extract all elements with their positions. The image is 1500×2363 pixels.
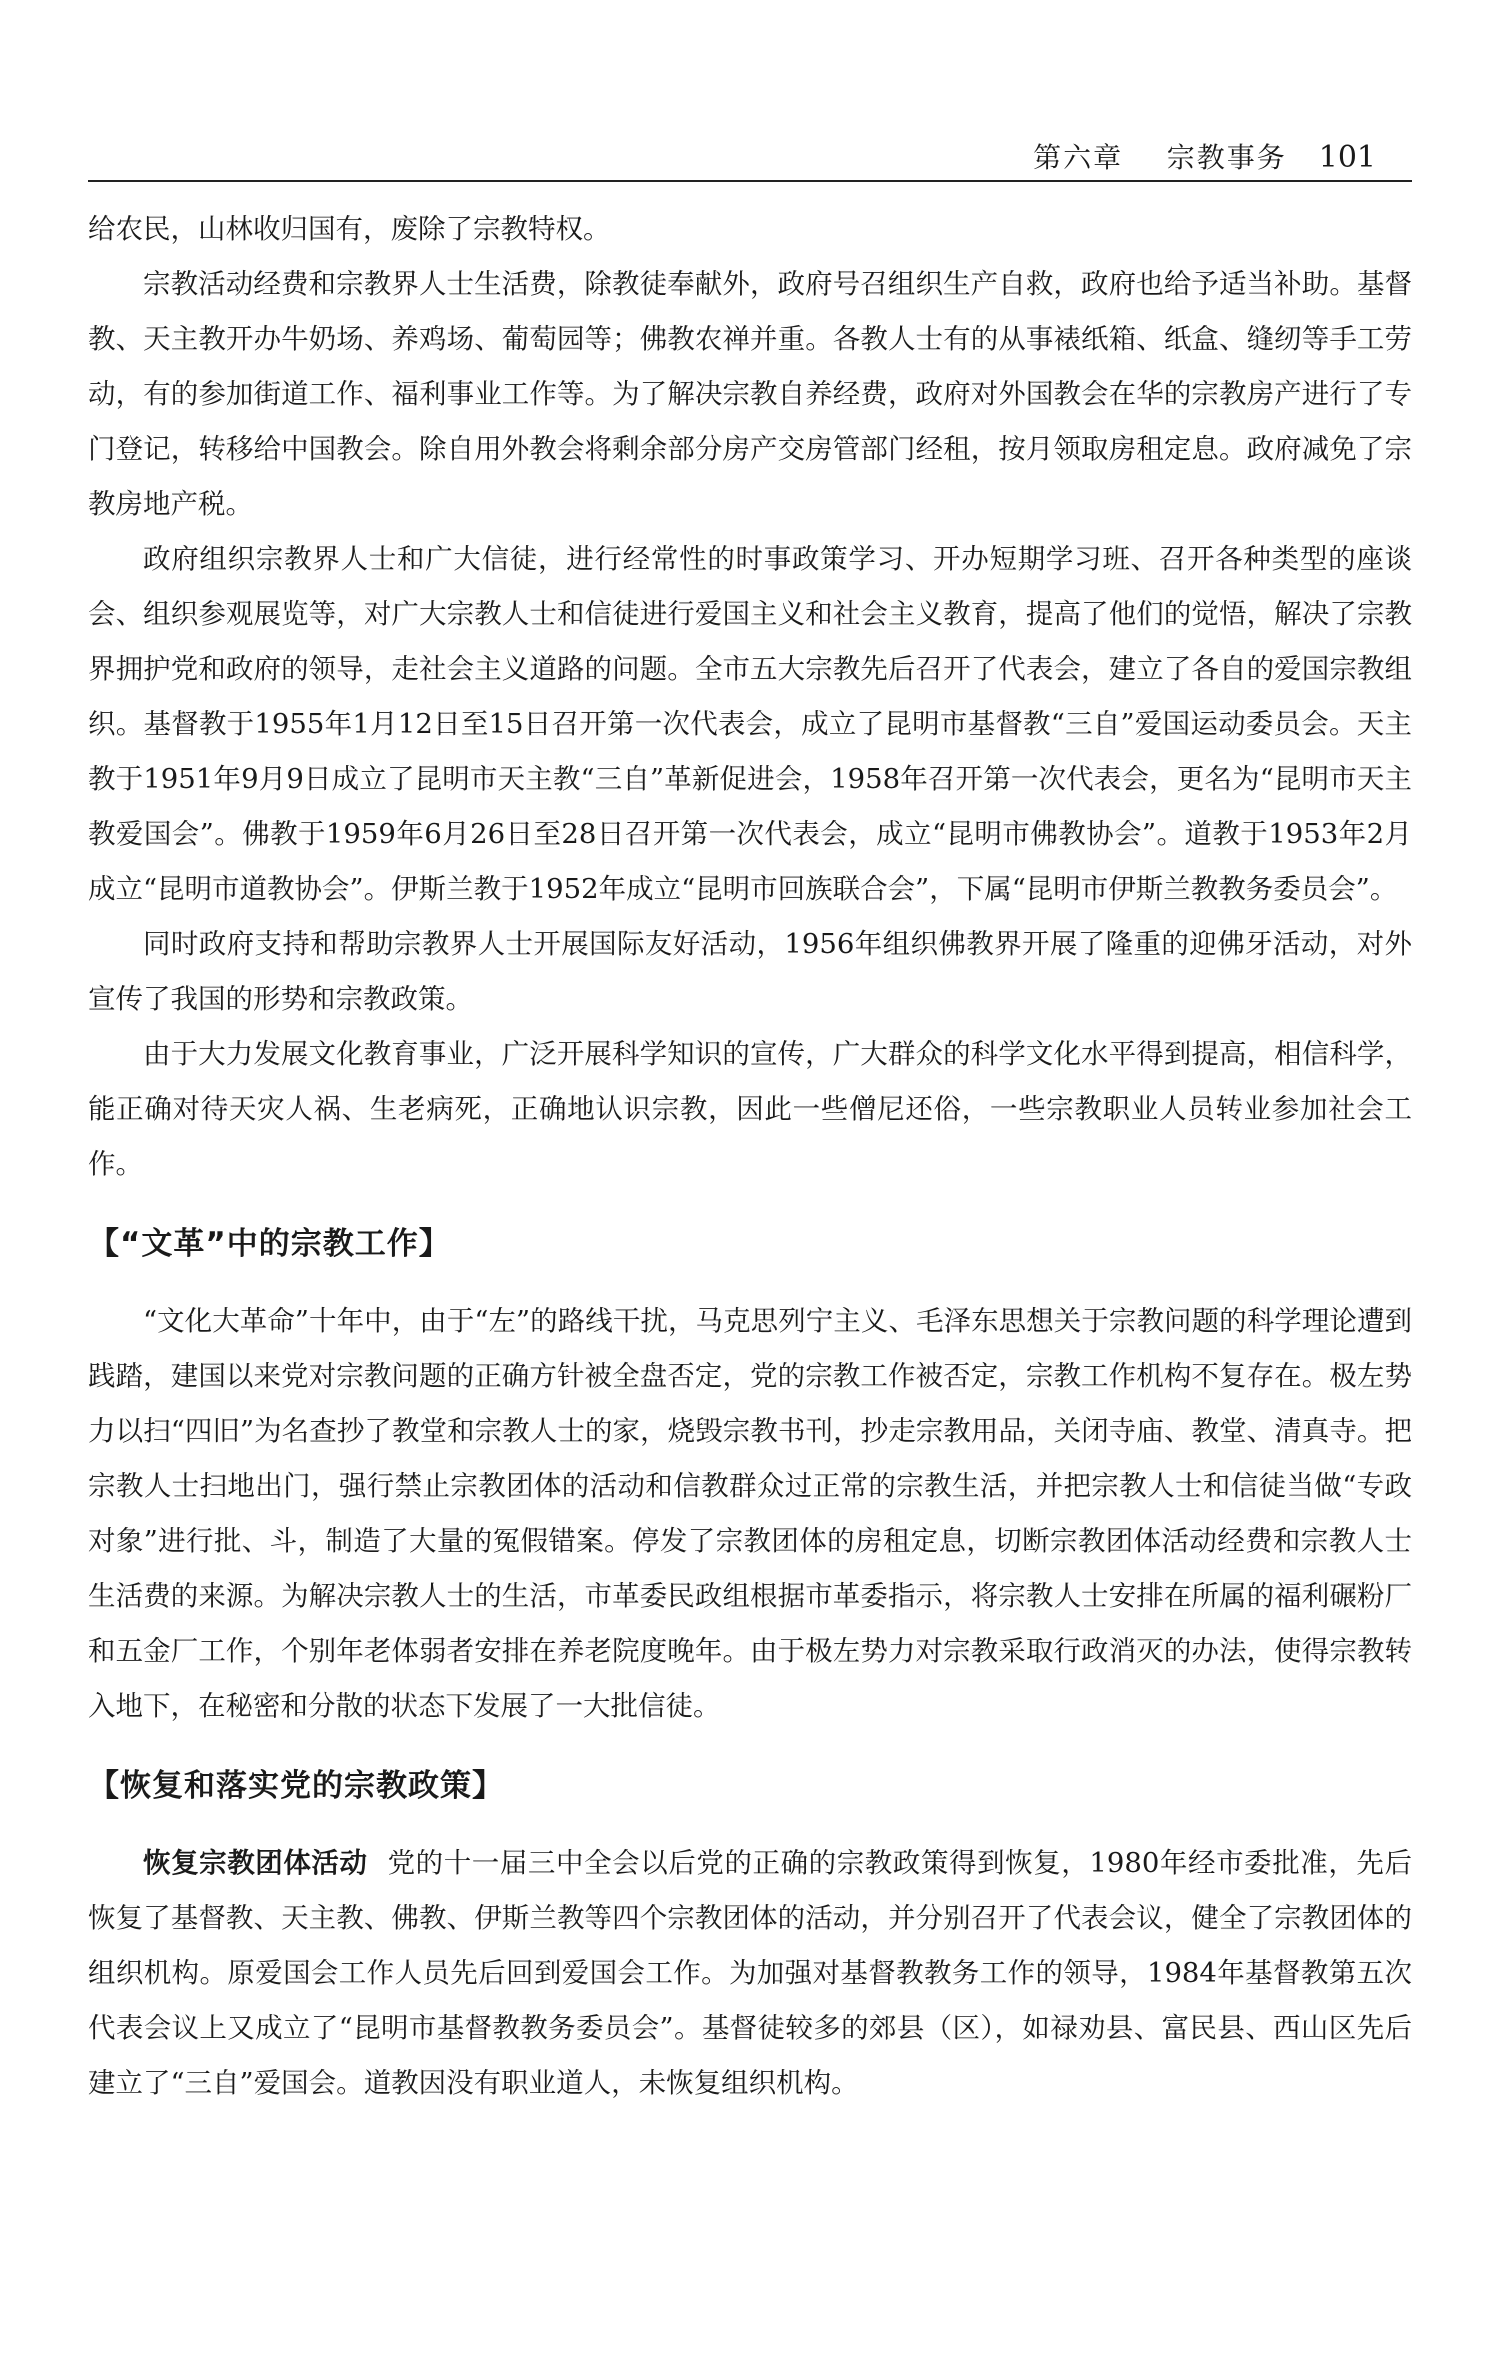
- paragraph-7-lead: 恢复宗教团体活动: [143, 1847, 368, 1879]
- paragraph-7: [88, 1836, 1412, 2111]
- header-text: [1033, 136, 1376, 176]
- chapter-title: 宗教事务: [1166, 141, 1287, 174]
- paragraph-6: “文化大革命”十年中，由于“左”的路线干扰，马克思列宁主义、毛泽东思想关于宗教问题的科学理论遭到践踏，建国以来党对宗教问题的正确方针被全盘否定，党的宗教工作被否定，宗教工作机构不复存在。极左势力以扫“四旧”为名查抄了教堂和宗教人士的家，烧毁宗教书刊，抄走宗教用品，关闭寺庙、教堂、清真寺。把宗教人士扫地出门，强行禁止宗教团体的活动和信教群众过正常的宗教生活，并把宗教人士和信徒当做“专政对象”进行批、斗，制造了大量的冤假错案。停发了宗教团体的房租定息，切断宗教团体活动经费和宗教人士生活费的来源。为解决宗教人士的生活，市革委民政组根据市革委指示，将宗教人士安排在所属的福利碾粉厂和五金厂工作，个别年老体弱者安排在养老院度晚年。由于极左势力对宗教采取行政消灭的办法，使得宗教转入地下，在秘密和分散的状态下发展了一大批信徒。: [88, 1305, 1412, 1722]
- paragraph-3: 政府组织宗教界人士和广大信徒，进行经常性的时事政策学习、开办短期学习班、召开各种类型的座谈会、组织参观展览等，对广大宗教人士和信徒进行爱国主义和社会主义教育，提高了他们的觉悟，解决了宗教界拥护党和政府的领导，走社会主义道路的问题。全市五大宗教先后召开了代表会，建立了各自的爱国宗教组织。基督教于1955年1月12日至15日召开第一次代表会，成立了昆明市基督教“三自”爱国运动委员会。天主教于1951年9月9日成立了昆明市天主教“三自”革新促进会，1958年召开第一次代表会，更名为“昆明市天主教爱国会”。佛教于1959年6月26日至28日召开第一次代表会，成立“昆明市佛教协会”。道教于1953年2月成立“昆明市道教协会”。伊斯兰教于1952年成立“昆明市回族联合会”，下属“昆明市伊斯兰教教务委员会”。: [88, 543, 1412, 905]
- page-number: 101: [1318, 140, 1376, 175]
- chapter-label: 第六章: [1033, 141, 1124, 174]
- page-body: [88, 202, 1412, 2111]
- running-header: [88, 128, 1412, 182]
- section-heading-restore-policy: 【恢复和落实党的宗教政策】: [88, 1768, 504, 1804]
- paragraph-2: 宗教活动经费和宗教界人士生活费，除教徒奉献外，政府号召组织生产自救，政府也给予适当补助。基督教、天主教开办牛奶场、养鸡场、葡萄园等；佛教农禅并重。各教人士有的从事裱纸箱、纸盒、缝纫等手工劳动，有的参加街道工作、福利事业工作等。为了解决宗教自养经费，政府对外国教会在华的宗教房产进行了专门登记，转移给中国教会。除自用外教会将剩余部分房产交房管部门经租，按月领取房租定息。政府减免了宗教房地产税。: [88, 268, 1412, 520]
- paragraph-4: 同时政府支持和帮助宗教界人士开展国际友好活动，1956年组织佛教界开展了隆重的迎佛牙活动，对外宣传了我国的形势和宗教政策。: [88, 928, 1412, 1015]
- paragraph-7-text: 党的十一届三中全会以后党的正确的宗教政策得到恢复，1980年经市委批准，先后恢复了基督教、天主教、佛教、伊斯兰教等四个宗教团体的活动，并分别召开了代表会议，健全了宗教团体的组织机构。原爱国会工作人员先后回到爱国会工作。为加强对基督教教务工作的领导，1984年基督教第五次代表会议上又成立了“昆明市基督教教务委员会”。基督徒较多的郊县（区），如禄劝县、富民县、西山区先后建立了“三自”爱国会。道教因没有职业道人，未恢复组织机构。: [88, 1847, 1413, 2099]
- paragraph-1: 给农民，山林收归国有，废除了宗教特权。: [88, 213, 611, 245]
- section-heading-cultural-revolution: 【“文革”中的宗教工作】: [88, 1226, 451, 1262]
- paragraph-5: 由于大力发展文化教育事业，广泛开展科学知识的宣传，广大群众的科学文化水平得到提高，相信科学，能正确对待天灾人祸、生老病死，正确地认识宗教，因此一些僧尼还俗，一些宗教职业人员转业参加社会工作。: [88, 1038, 1412, 1180]
